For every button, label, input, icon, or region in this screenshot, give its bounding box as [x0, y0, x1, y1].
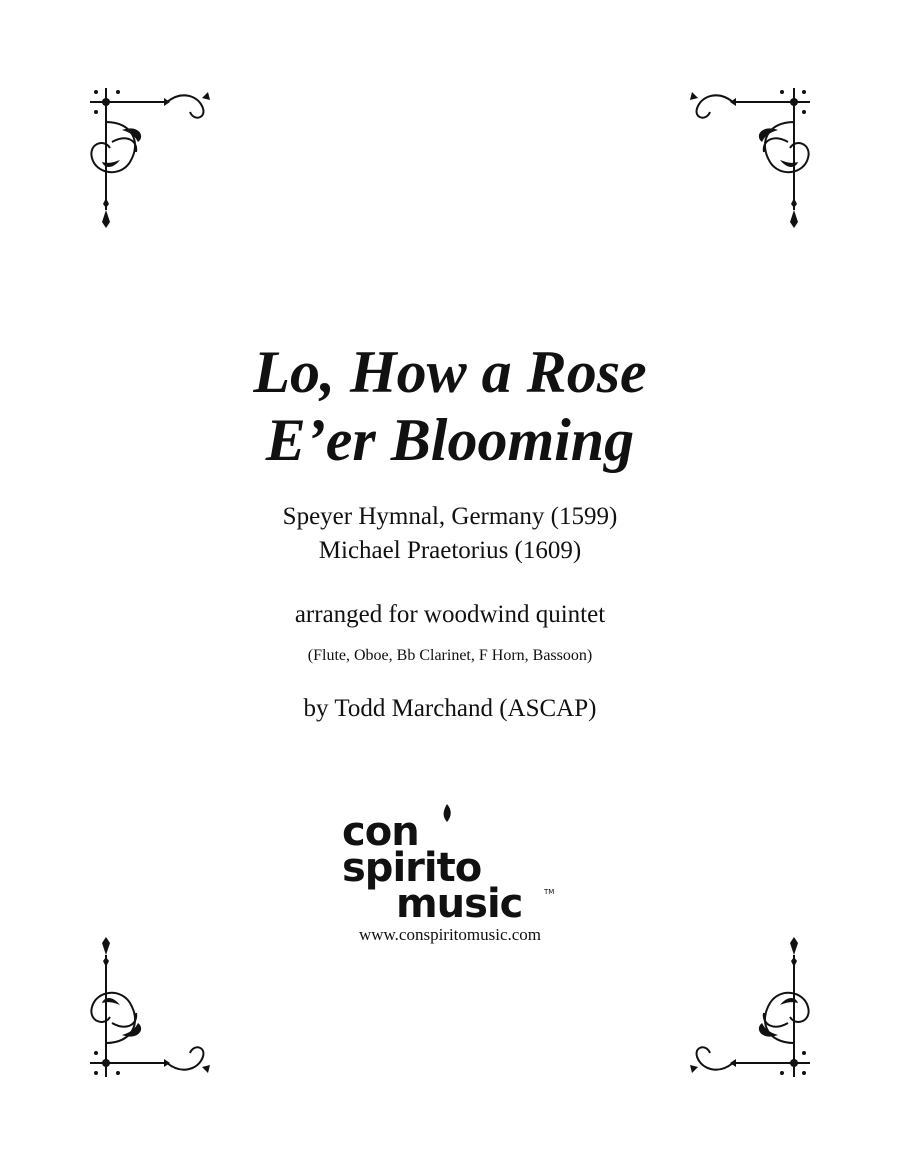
title-line-2: E’er Blooming: [265, 407, 635, 473]
instrument-list: (Flute, Oboe, Bb Clarinet, F Horn, Bassoon): [307, 647, 593, 664]
logo-word-spirito: spirito: [342, 845, 482, 891]
logo-word-music: music: [396, 881, 523, 927]
flame-icon: [440, 804, 454, 822]
trademark-mark: TM: [544, 888, 555, 896]
original-composer: Michael Praetorius (1609): [318, 537, 582, 564]
ornament-top-left-icon: [82, 82, 222, 232]
ornament-bottom-left-icon: [82, 933, 222, 1083]
origins: [0, 500, 900, 568]
title-line-1: Lo, How a Rose: [253, 339, 647, 405]
ornament-top-right-icon: [678, 82, 818, 232]
arrangement-label: arranged for woodwind quintet: [294, 601, 606, 628]
publisher-website: www.conspiritomusic.com: [358, 925, 542, 944]
page-title: [0, 338, 900, 474]
ornament-bottom-right-icon: [678, 933, 818, 1083]
arranger-credit: by Todd Marchand (ASCAP): [303, 695, 597, 722]
publisher-logo: [340, 809, 560, 927]
hymnal-source: Speyer Hymnal, Germany (1599): [282, 503, 618, 530]
logo-word-con: con: [342, 809, 419, 855]
